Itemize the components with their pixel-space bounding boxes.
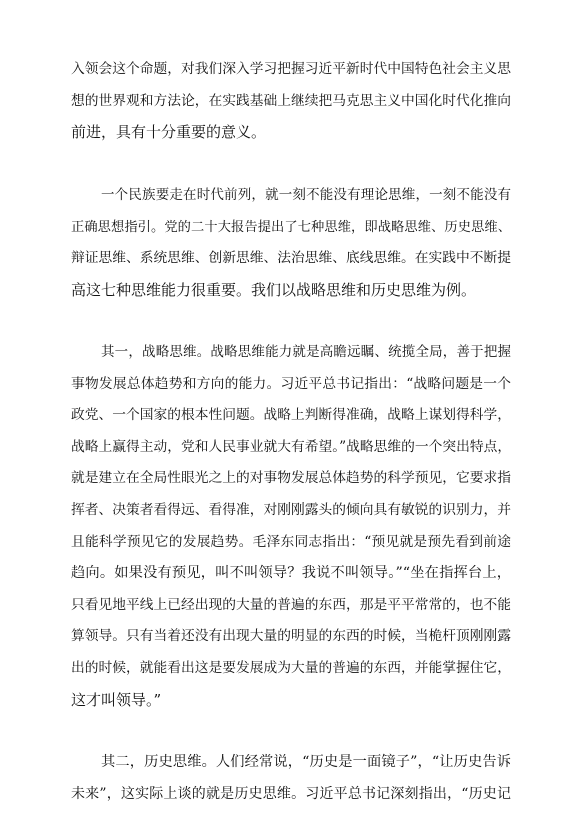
paragraph-4 xyxy=(71,747,511,810)
text-line: 出的时候，就能看出这是要发展成为大量的普遍的东西，并能掌握住它， xyxy=(71,659,512,676)
text-line: 政党、一个国家的根本性问题。战略上判断得准确，战略上谋划得科学， xyxy=(71,407,512,424)
text-line: 趋向。如果没有预见，叫不叫领导？我说不叫领导。”“坐在指挥台上， xyxy=(71,565,511,582)
text-line: 就是建立在全局性眼光之上的对事物发展总体趋势的科学预见，它要求指 xyxy=(71,470,512,487)
text-line: 算领导。只有当着还没有出现大量的明显的东西的时候，当桅杆顶刚刚露 xyxy=(71,628,512,645)
text-line: 辩证思维、系统思维、创新思维、法治思维、底线思维。在实践中不断提 xyxy=(71,250,512,267)
text-line: 战略上赢得主动，党和人民事业就大有希望。”战略思维的一个突出特点， xyxy=(71,438,512,455)
paragraph-2 xyxy=(71,180,511,306)
text-line: 高这七种思维能力很重要。我们以战略思维和历史思维为例。 xyxy=(71,280,477,299)
text-line: 想的世界观和方法论，在实践基础上继续把马克思主义中国化时代化推向 xyxy=(71,92,512,109)
text-line: 挥者、决策者看得远、看得准，对刚刚露头的倾向具有敏锐的识别力，并 xyxy=(71,501,512,518)
text-line: 前进，具有十分重要的意义。 xyxy=(71,123,267,142)
text-line: 入领会这个命题，对我们深入学习把握习近平新时代中国特色社会主义思 xyxy=(71,61,512,77)
text-line: 一个民族要走在时代前列，就一刻不能没有理论思维，一刻不能没有 xyxy=(101,187,511,203)
text-line: 且能科学预见它的发展趋势。毛泽东同志指出：“预见就是预先看到前途 xyxy=(71,533,511,550)
text-line: 其一，战略思维。战略思维能力就是高瞻远瞩、统揽全局，善于把握 xyxy=(101,344,511,360)
text-line: 正确思想指引。党的二十大报告提出了七种思维，即战略思维、历史思维、 xyxy=(71,219,511,235)
paragraph-1 xyxy=(71,54,511,149)
text-line: 未来”，这实际上谈的就是历史思维。习近平总书记深刻指出，“历史记 xyxy=(71,785,511,802)
text-line: 只看见地平线上已经出现的大量的普遍的东西，那是平平常常的，也不能 xyxy=(71,596,512,613)
text-line: 事物发展总体趋势和方向的能力。习近平总书记指出：“战略问题是一个 xyxy=(71,375,511,392)
text-line: 这才叫领导。” xyxy=(71,690,162,709)
paragraph-3 xyxy=(71,337,511,716)
text-line: 其二，历史思维。人们经常说，“历史是一面镜子”，“让历史告诉 xyxy=(101,754,511,770)
